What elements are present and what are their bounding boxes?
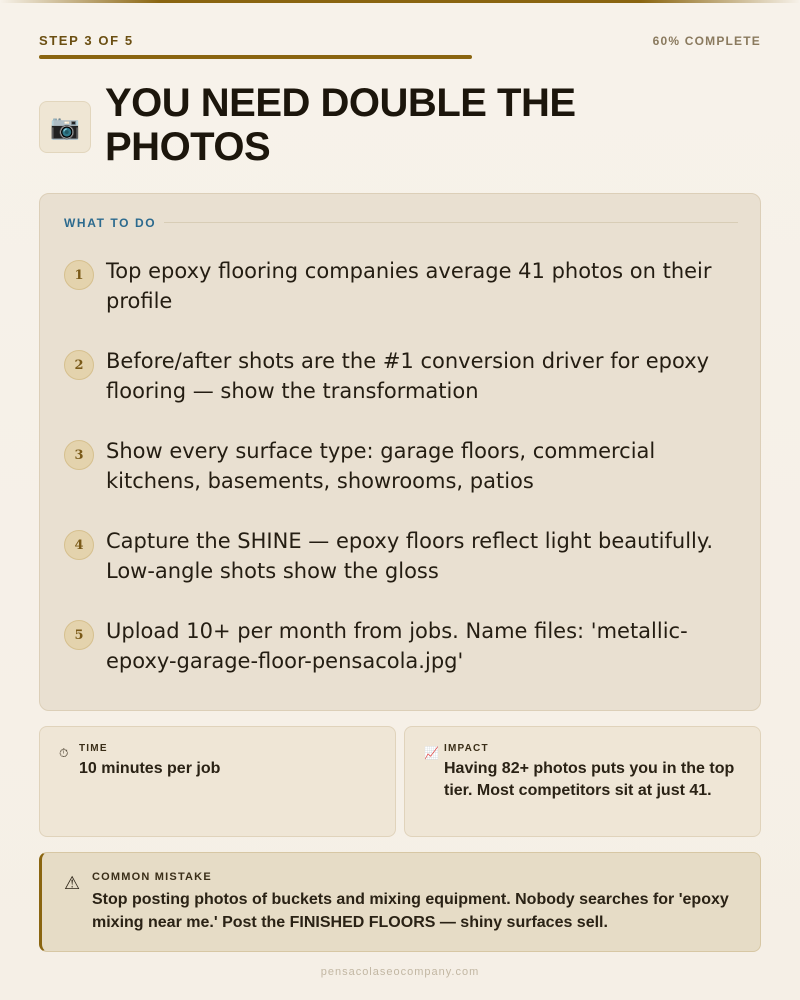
- time-card: [39, 726, 396, 837]
- step-text: Capture the SHINE — epoxy floors reflect light beautifully. Low-angle shots show the gloss: [106, 529, 714, 583]
- impact-card: [404, 726, 761, 837]
- step-list: [64, 256, 740, 706]
- step-number-badge: 1: [64, 260, 94, 290]
- progress-bar: [39, 55, 761, 59]
- divider: [164, 222, 738, 223]
- page-title: YOU NEED DOUBLE THE PHOTOS: [105, 81, 576, 169]
- camera-icon: 📷: [39, 101, 91, 153]
- footer-domain: pensacolaseocompany.com: [320, 966, 480, 978]
- list-item: [64, 436, 740, 526]
- step-number-badge: 3: [64, 440, 94, 470]
- progress-bar-fill: [39, 55, 472, 59]
- list-item: [64, 616, 740, 706]
- time-label: TIME: [79, 743, 108, 754]
- impact-label: IMPACT: [444, 743, 489, 754]
- step-number-badge: 5: [64, 620, 94, 650]
- step-text: Top epoxy flooring companies average 41 photos on their profile: [106, 259, 712, 313]
- warning-icon: ⚠: [64, 873, 81, 894]
- step-text: Upload 10+ per month from jobs. Name files: 'metallic-epoxy-garage-floor-pensacola.jpg': [106, 619, 688, 673]
- top-accent-line: [0, 0, 800, 3]
- step-text: Show every surface type: garage floors, commercial kitchens, basements, showrooms, patios: [106, 439, 656, 493]
- list-item: [64, 346, 740, 436]
- step-indicator: STEP 3 OF 5: [39, 33, 134, 48]
- time-value: 10 minutes per job: [79, 760, 221, 777]
- chart-icon: 📈: [424, 746, 439, 760]
- impact-value: Having 82+ photos puts you in the top tier. Most competitors sit at just 41.: [444, 760, 735, 799]
- list-item: [64, 256, 740, 346]
- step-number-badge: 2: [64, 350, 94, 380]
- mistake-label: COMMON MISTAKE: [92, 871, 212, 883]
- mistake-text: Stop posting photos of buckets and mixing equipment. Nobody searches for 'epoxy mixing near me.' Post the FINISHED FLOORS — shiny surfaces sell.: [92, 891, 729, 931]
- what-to-do-heading: WHAT TO DO: [64, 216, 157, 230]
- what-to-do-card: [39, 193, 761, 711]
- common-mistake-card: [39, 852, 761, 952]
- progress-percent-label: 60% COMPLETE: [652, 34, 761, 48]
- step-number-badge: 4: [64, 530, 94, 560]
- clock-icon: ⏱: [59, 746, 69, 760]
- step-text: Before/after shots are the #1 conversion driver for epoxy flooring — show the transformation: [106, 349, 710, 403]
- list-item: [64, 526, 740, 616]
